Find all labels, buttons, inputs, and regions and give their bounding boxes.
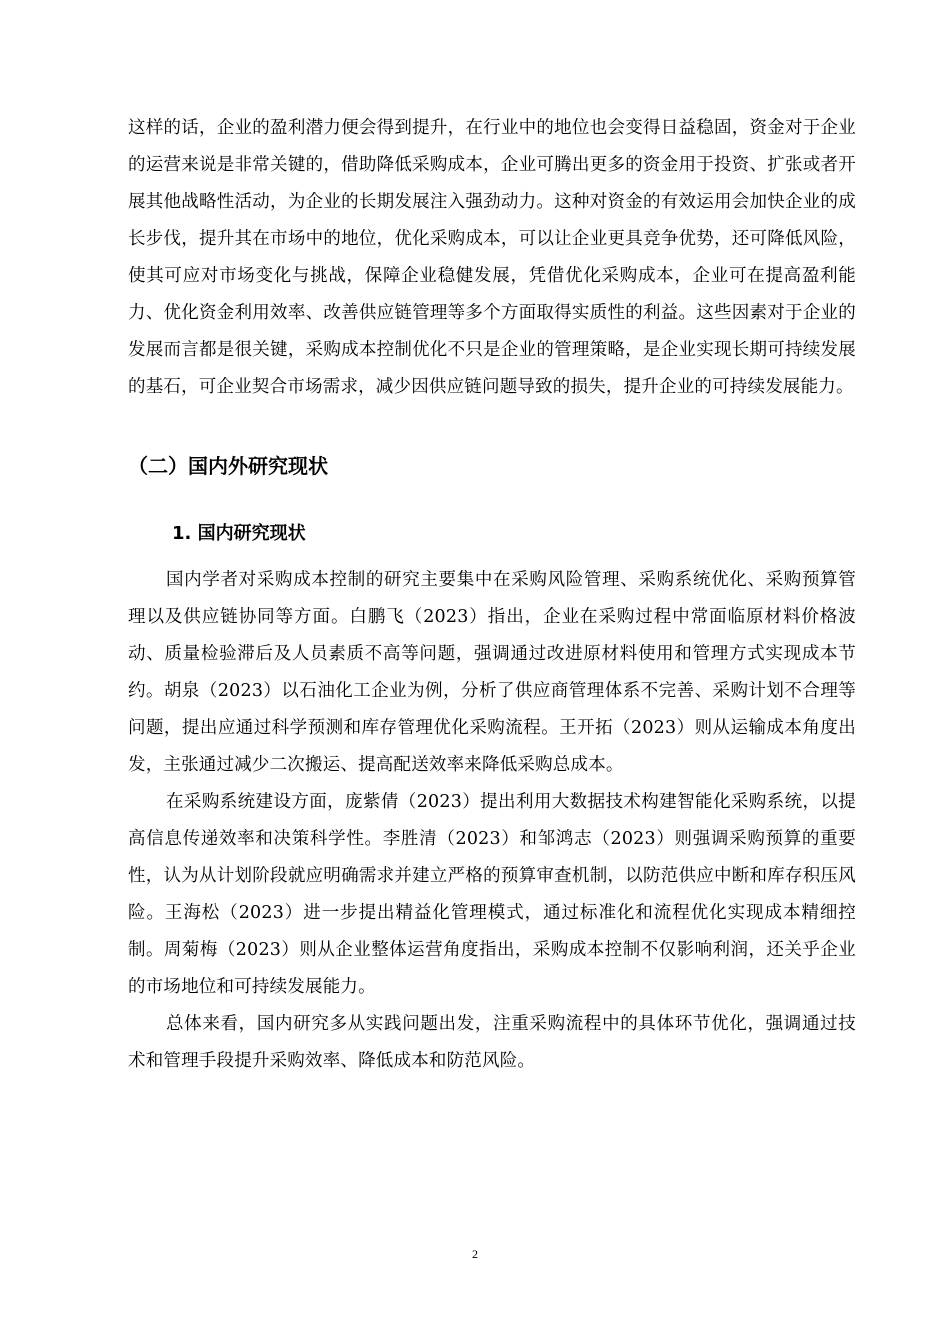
page-body — [128, 110, 856, 1080]
body-paragraph-1: 国内学者对采购成本控制的研究主要集中在采购风险管理、采购系统优化、采购预算管理以及供应链协同等方面。白鹏飞（2023）指出，企业在采购过程中常面临原材料价格波动、质量检验滞后及人员素质不高等问题，强调通过改进原材料使用和管理方式实现成本节约。胡泉（2023）以石油化工企业为例，分析了供应商管理体系不完善、采购计划不合理等问题，提出应通过科学预测和库存管理优化采购流程。王开拓（2023）则从运输成本角度出发，主张通过减少二次搬运、提高配送效率来降低采购总成本。 — [128, 570, 856, 775]
body-paragraph-2: 在采购系统建设方面，庞紫倩（2023）提出利用大数据技术构建智能化采购系统，以提高信息传递效率和决策科学性。李胜清（2023）和邹鸿志（2023）则强调采购预算的重要性，认为从计划阶段就应明确需求并建立严格的预算审查机制，以防范供应中断和库存积压风险。王海松（2023）进一步提出精益化管理模式，通过标准化和流程优化实现成本精细控制。周菊梅（2023）则从企业整体运营角度指出，采购成本控制不仅影响利润，还关乎企业的市场地位和可持续发展能力。 — [128, 792, 856, 997]
section-heading: （二）国内外研究现状 — [128, 454, 328, 478]
body-paragraph-3: 总体来看，国内研究多从实践问题出发，注重采购流程中的具体环节优化，强调通过技术和管理手段提升采购效率、降低成本和防范风险。 — [128, 1014, 856, 1071]
page-number: 2 — [472, 1247, 478, 1261]
subsection-heading: 1. 国内研究现状 — [172, 523, 306, 544]
opening-paragraph: 这样的话，企业的盈利潜力便会得到提升，在行业中的地位也会变得日益稳固，资金对于企业的运营来说是非常关键的，借助降低采购成本，企业可腾出更多的资金用于投资、扩张或者开展其他战略性活动，为企业的长期发展注入强劲动力。这种对资金的有效运用会加快企业的成长步伐，提升其在市场中的地位，优化采购成本，可以让企业更具竞争优势，还可降低风险，使其可应对市场变化与挑战，保障企业稳健发展，凭借优化采购成本，企业可在提高盈利能力、优化资金利用效率、改善供应链管理等多个方面取得实质性的利益。这些因素对于企业的发展而言都是很关键，采购成本控制优化不只是企业的管理策略，是企业实现长期可持续发展的基石，可企业契合市场需求，减少因供应链问题导致的损失，提升企业的可持续发展能力。 — [128, 118, 856, 397]
